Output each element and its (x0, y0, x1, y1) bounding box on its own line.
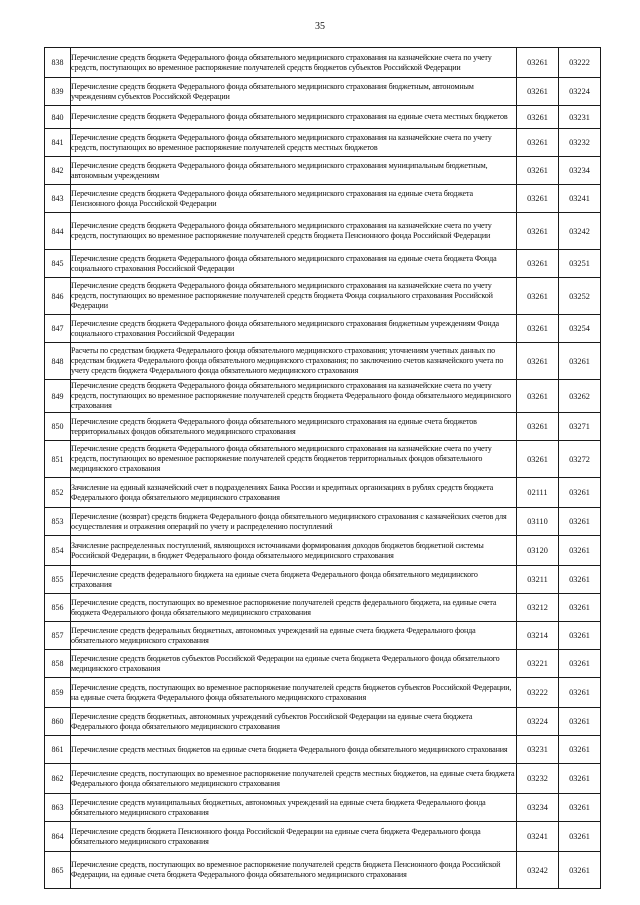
row-description: Расчеты по средствам бюджета Федерального фонда обязательного медицинского страхования; уточнениям учетных данных по средствам бюджета Федерального фонда обязательного медицинского страхования; по заключению счетов казначейского учета по учету средств бюджета Федерального фонда обязательного медицинского страхования (71, 343, 517, 380)
row-code-b: 03231 (559, 106, 601, 129)
table-row (45, 413, 601, 441)
row-code-b: 03251 (559, 250, 601, 278)
row-number: 843 (45, 185, 71, 213)
row-code-b: 03271 (559, 413, 601, 441)
page-number: 35 (315, 21, 325, 32)
row-code-b: 03261 (559, 678, 601, 708)
row-code-a: 03212 (517, 594, 559, 622)
row-number: 863 (45, 794, 71, 822)
row-description: Перечисление средств бюджета Федерального фонда обязательного медицинского страхования на казначейские счета по учету средств, поступающих во временное распоряжение получателей средств бюджетов территориальных фондов обязательного медицинского страхования (71, 441, 517, 478)
row-description: Перечисление средств бюджета Федерального фонда обязательного медицинского страхования на казначейские счета по учету средств, поступающих во временное распоряжение получателей средств бюджета Федерального фонда обязательного медицинского страхования (71, 380, 517, 413)
row-description: Перечисление средств местных бюджетов на единые счета бюджета Федерального фонда обязательного медицинского страхования (71, 736, 517, 764)
table-row (45, 185, 601, 213)
row-number: 859 (45, 678, 71, 708)
table-row (45, 566, 601, 594)
row-description: Перечисление средств федерального бюджета на единые счета бюджета Федерального фонда обязательного медицинского страхования (71, 566, 517, 594)
row-code-b: 03222 (559, 48, 601, 78)
row-description: Перечисление (возврат) средств бюджета Федерального фонда обязательного медицинского страхования с казначейских счетов для осуществления и отражения операций по учету и распределению поступлений (71, 508, 517, 536)
row-description: Зачисление распределенных поступлений, являющихся источниками формирования доходов бюджетов бюджетной системы Российской Федерации, в бюджет Федерального фонда обязательного медицинского страхования (71, 536, 517, 566)
row-number: 840 (45, 106, 71, 129)
row-description: Перечисление средств бюджета Федерального фонда обязательного медицинского страхования на казначейские счета по учету средств, поступающих во временное распоряжение получателей средств бюджета Фонда социального страхования Российской Федерации (71, 278, 517, 315)
row-number: 846 (45, 278, 71, 315)
row-description: Перечисление средств бюджета Федерального фонда обязательного медицинского страхования на единые счета бюджета Фонда социального страхования Российской Федерации (71, 250, 517, 278)
row-description: Перечисление средств бюджета Федерального фонда обязательного медицинского страхования на единые счета бюджетов территориальных фондов обязательного медицинского страхования (71, 413, 517, 441)
row-number: 838 (45, 48, 71, 78)
row-code-b: 03261 (559, 650, 601, 678)
row-code-b: 03241 (559, 185, 601, 213)
row-code-a: 03231 (517, 736, 559, 764)
row-code-a: 03221 (517, 650, 559, 678)
row-description: Перечисление средств бюджета Федерального фонда обязательного медицинского страхования на единые счета бюджета Пенсионного фонда Российской Федерации (71, 185, 517, 213)
row-code-b: 03261 (559, 708, 601, 736)
table-row (45, 622, 601, 650)
table-row (45, 213, 601, 250)
table-row (45, 650, 601, 678)
row-code-a: 03261 (517, 48, 559, 78)
row-number: 848 (45, 343, 71, 380)
row-description: Перечисление средств федеральных бюджетных, автономных учреждений на единые счета бюджета Федерального фонда обязательного медицинского страхования (71, 622, 517, 650)
table-row (45, 380, 601, 413)
row-code-a: 03261 (517, 106, 559, 129)
row-description: Перечисление средств бюджета Федерального фонда обязательного медицинского страхования на казначейские счета по учету средств, поступающих во временное распоряжение получателей средств бюджета Пенсионного фонда Российской Федерации (71, 213, 517, 250)
row-code-a: 03232 (517, 764, 559, 794)
row-code-b: 03261 (559, 566, 601, 594)
row-number: 855 (45, 566, 71, 594)
row-code-a: 03211 (517, 566, 559, 594)
row-code-a: 03261 (517, 78, 559, 106)
row-code-a: 03261 (517, 380, 559, 413)
table-body (45, 48, 601, 889)
row-code-b: 03254 (559, 315, 601, 343)
row-code-a: 03261 (517, 213, 559, 250)
table-row (45, 852, 601, 889)
row-code-b: 03261 (559, 478, 601, 508)
row-number: 847 (45, 315, 71, 343)
row-code-a: 02111 (517, 478, 559, 508)
row-description: Перечисление средств бюджета Федерального фонда обязательного медицинского страхования на казначейские счета по учету средств, поступающих во временное распоряжение получателей средств местных бюджетов (71, 129, 517, 157)
row-code-b: 03261 (559, 736, 601, 764)
row-description: Перечисление средств бюджета Федерального фонда обязательного медицинского страхования муниципальным бюджетным, автономным учреждениям (71, 157, 517, 185)
row-number: 852 (45, 478, 71, 508)
row-number: 845 (45, 250, 71, 278)
table-row (45, 48, 601, 78)
row-code-a: 03261 (517, 441, 559, 478)
row-code-a: 03224 (517, 708, 559, 736)
row-description: Перечисление средств, поступающих во временное распоряжение получателей средств местных бюджетов, на единые счета бюджета Федерального фонда обязательного медицинского страхования (71, 764, 517, 794)
table-row (45, 78, 601, 106)
row-code-a: 03261 (517, 129, 559, 157)
row-description: Перечисление средств бюджетов субъектов Российской Федерации на единые счета бюджета Федерального фонда обязательного медицинского страхования (71, 650, 517, 678)
row-number: 865 (45, 852, 71, 889)
row-number: 842 (45, 157, 71, 185)
row-number: 856 (45, 594, 71, 622)
table-row (45, 315, 601, 343)
row-code-a: 03261 (517, 250, 559, 278)
row-code-a: 03261 (517, 185, 559, 213)
row-description: Зачисление на единый казначейский счет в подразделениях Банка России и кредитных организациях в рублях средств бюджета Федерального фонда обязательного медицинского страхования (71, 478, 517, 508)
row-number: 854 (45, 536, 71, 566)
table-row (45, 441, 601, 478)
row-code-a: 03261 (517, 343, 559, 380)
table-row (45, 157, 601, 185)
table-row (45, 764, 601, 794)
row-description: Перечисление средств бюджета Федерального фонда обязательного медицинского страхования на казначейские счета по учету средств, поступающих во временное распоряжение получателей средств бюджетов субъектов Российской Федерации (71, 48, 517, 78)
row-code-b: 03261 (559, 594, 601, 622)
row-code-b: 03261 (559, 822, 601, 852)
table-row (45, 708, 601, 736)
row-code-a: 03242 (517, 852, 559, 889)
row-number: 858 (45, 650, 71, 678)
row-code-b: 03261 (559, 536, 601, 566)
table-row (45, 678, 601, 708)
table-row (45, 508, 601, 536)
row-description: Перечисление средств бюджета Федерального фонда обязательного медицинского страхования на единые счета местных бюджетов (71, 106, 517, 129)
row-code-a: 03261 (517, 413, 559, 441)
row-description: Перечисление средств, поступающих во временное распоряжение получателей средств бюджета Пенсионного фонда Российской Федерации, на единые счета бюджета Федерального фонда обязательного медицинского страхования (71, 852, 517, 889)
row-code-b: 03261 (559, 852, 601, 889)
row-description: Перечисление средств бюджета Федерального фонда обязательного медицинского страхования бюджетным, автономным учреждениям субъектов Российской Федерации (71, 78, 517, 106)
row-number: 857 (45, 622, 71, 650)
row-code-b: 03272 (559, 441, 601, 478)
row-number: 853 (45, 508, 71, 536)
accounts-table (44, 47, 601, 889)
table-row (45, 106, 601, 129)
row-code-b: 03242 (559, 213, 601, 250)
row-number: 862 (45, 764, 71, 794)
row-code-b: 03262 (559, 380, 601, 413)
row-code-a: 03261 (517, 315, 559, 343)
row-code-b: 03252 (559, 278, 601, 315)
table-row (45, 478, 601, 508)
table-row (45, 343, 601, 380)
row-number: 861 (45, 736, 71, 764)
table-row (45, 794, 601, 822)
table-row (45, 822, 601, 852)
row-number: 860 (45, 708, 71, 736)
row-description: Перечисление средств, поступающих во временное распоряжение получателей средств федерального бюджета, на единые счета бюджета Федерального фонда обязательного медицинского страхования (71, 594, 517, 622)
row-code-a: 03261 (517, 278, 559, 315)
row-code-a: 03241 (517, 822, 559, 852)
row-code-b: 03261 (559, 343, 601, 380)
row-code-a: 03222 (517, 678, 559, 708)
row-number: 851 (45, 441, 71, 478)
row-code-b: 03224 (559, 78, 601, 106)
table-row (45, 129, 601, 157)
row-code-a: 03214 (517, 622, 559, 650)
row-description: Перечисление средств бюджета Федерального фонда обязательного медицинского страхования бюджетным учреждениям Фонда социального страхования Российской Федерации (71, 315, 517, 343)
row-code-b: 03261 (559, 794, 601, 822)
row-number: 849 (45, 380, 71, 413)
row-description: Перечисление средств, поступающих во временное распоряжение получателей средств бюджетов субъектов Российской Федерации, на единые счета бюджета Федерального фонда обязательного медицинского страхования (71, 678, 517, 708)
row-description: Перечисление средств бюджетных, автономных учреждений субъектов Российской Федерации на единые счета бюджета Федерального фонда обязательного медицинского страхования (71, 708, 517, 736)
row-code-b: 03261 (559, 508, 601, 536)
table-row (45, 250, 601, 278)
table-row (45, 536, 601, 566)
row-number: 839 (45, 78, 71, 106)
row-description: Перечисление средств муниципальных бюджетных, автономных учреждений на единые счета бюджета Федерального фонда обязательного медицинского страхования (71, 794, 517, 822)
row-code-b: 03261 (559, 764, 601, 794)
row-code-b: 03234 (559, 157, 601, 185)
row-code-a: 03120 (517, 536, 559, 566)
row-description: Перечисление средств бюджета Пенсионного фонда Российской Федерации на единые счета бюджета Федерального фонда обязательного медицинского страхования (71, 822, 517, 852)
row-code-a: 03110 (517, 508, 559, 536)
row-code-b: 03261 (559, 622, 601, 650)
row-number: 864 (45, 822, 71, 852)
table-row (45, 736, 601, 764)
row-number: 844 (45, 213, 71, 250)
row-number: 841 (45, 129, 71, 157)
row-code-a: 03261 (517, 157, 559, 185)
table-row (45, 278, 601, 315)
table-row (45, 594, 601, 622)
row-number: 850 (45, 413, 71, 441)
row-code-a: 03234 (517, 794, 559, 822)
row-code-b: 03232 (559, 129, 601, 157)
